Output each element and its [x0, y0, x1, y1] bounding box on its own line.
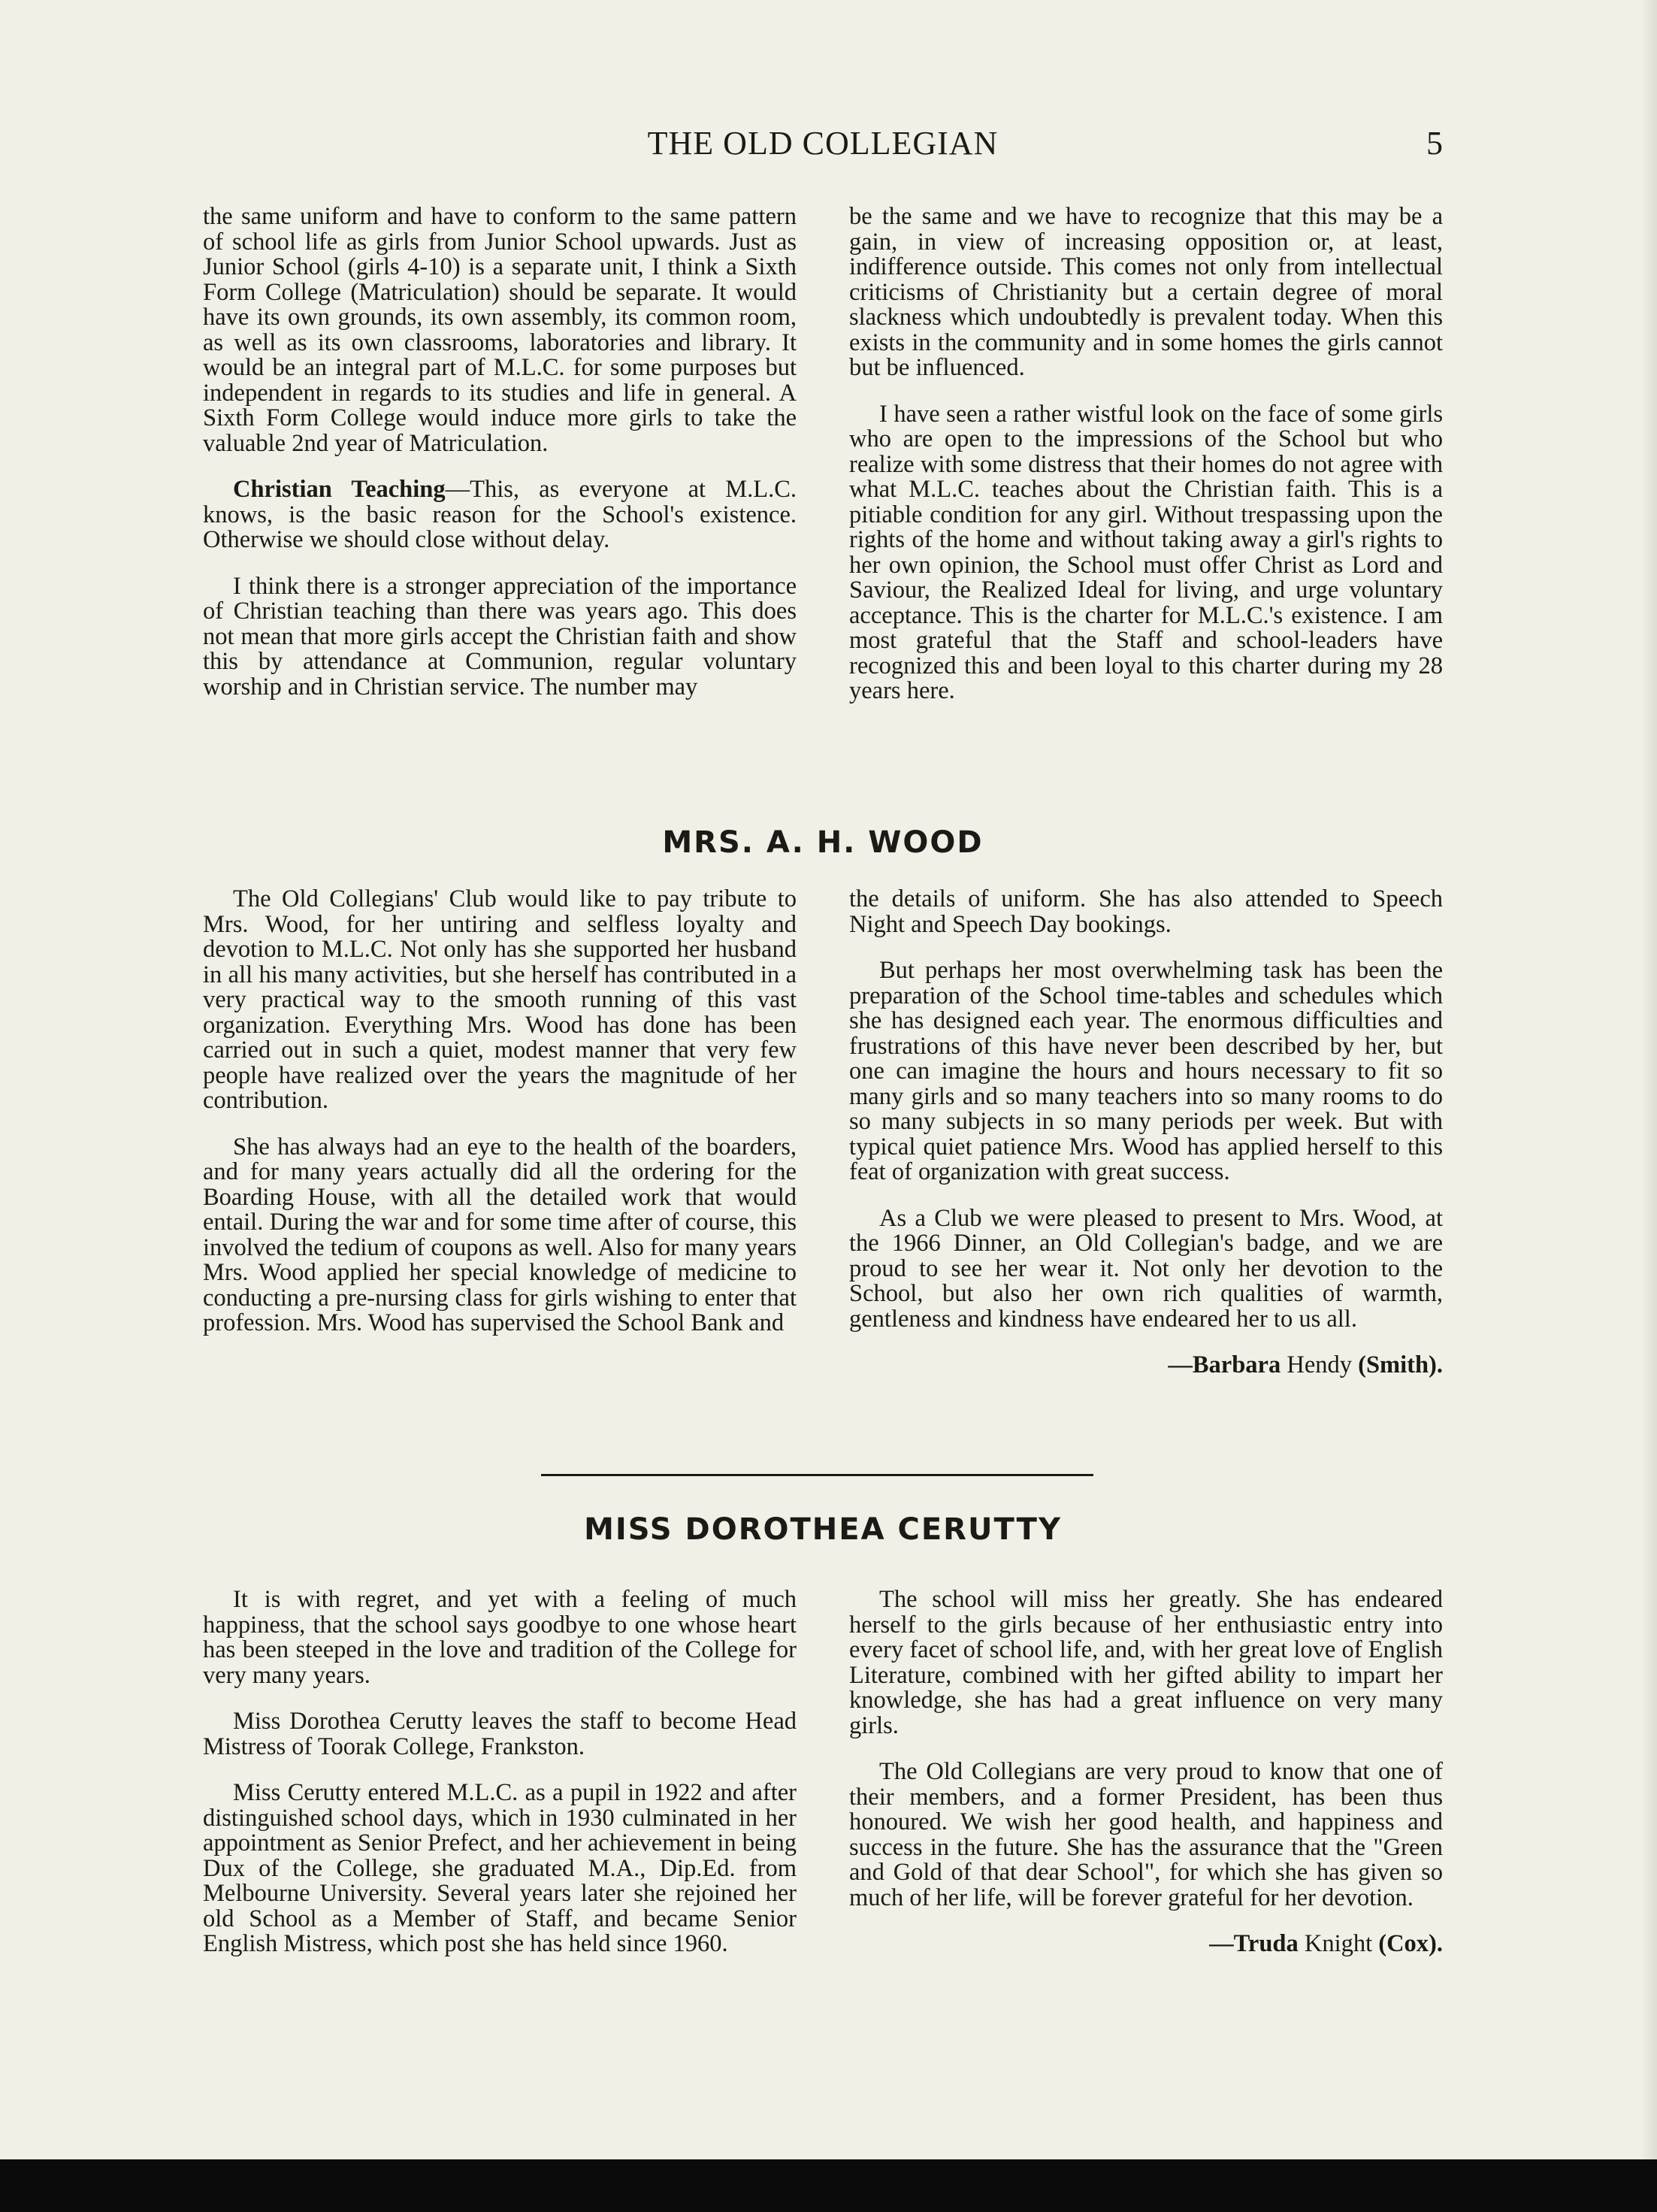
paragraph: Miss Cerutty entered M.L.C. as a pupil in 1922 and after distinguished school days, which in 1930 culminated in her appointment as Senior Prefect, and her achievement in being Dux of the College, she graduated M.A., Dip.Ed. from Melbourne University. Several years later she rejoined her old School as a Member of Staff, and became Senior English Mistress, which post she has held since 1960.: [203, 1779, 797, 1957]
signature-first: —Barbara: [1168, 1351, 1281, 1378]
page-edge-shadow: [1640, 0, 1657, 2159]
paragraph: the details of uniform. She has also attended to Speech Night and Speech Day bookings.: [849, 885, 1443, 938]
wood-left-column: [203, 887, 797, 1400]
signature-first: —Truda: [1209, 1930, 1299, 1957]
section-divider: [541, 1474, 1093, 1476]
page-number: 5: [1426, 125, 1443, 162]
cerutty-left-column: [203, 1587, 797, 1978]
section-heading-cerutty: MISS DOROTHEA CERUTTY: [584, 1512, 1062, 1547]
scan-bottom-edge: [0, 2159, 1657, 2212]
signature-surname: Hendy: [1281, 1351, 1359, 1378]
section-heading-wood: MRS. A. H. WOOD: [662, 825, 984, 860]
paragraph: But perhaps her most overwhelming task has been the preparation of the School time-tables and schedules which she has designed each year. The enormous difficulties and frustrations of this have never been described by her, but one can imagine the hours and hours necessary to fit so many girls and so many teachers into so many rooms to do so many subjects in so many periods per week. But with typical quiet patience Mrs. Wood has applied herself to this feat of organization with great success.: [849, 957, 1443, 1185]
running-header: [203, 124, 1443, 169]
intro-article: [203, 204, 1443, 725]
intro-right-column: [849, 204, 1443, 725]
paragraph: I have seen a rather wistful look on the face of some girls who are open to the impressions of the School but who realize with some distress that their homes do not agree with what M.L.C. teaches about the Christian faith. This is a pitiable condition for any girl. Without trespassing upon the rights of the home and without taking away a girl's rights to her own opinion, the School must offer Christ as Lord and Saviour, the Realized Ideal for living, and urge voluntary acceptance. This is the charter for M.L.C.'s existence. I am most grateful that the Staff and school-leaders have recognized this and been loyal to this charter during my 28 years here.: [849, 400, 1443, 704]
paragraph: Miss Dorothea Cerutty leaves the staff to become Head Mistress of Toorak College, Frankston.: [203, 1708, 797, 1760]
running-title: THE OLD COLLEGIAN: [647, 125, 999, 162]
paragraph: The Old Collegians' Club would like to pay tribute to Mrs. Wood, for her untiring and selfless loyalty and devotion to M.L.C. Not only has she supported her husband in all his many activities, but she herself has contributed in a very practical way to the smooth running of this vast organization. Everything Mrs. Wood has done has been carried out in such a quiet, modest manner that very few people have realized over the years the magnitude of her contribution.: [203, 885, 797, 1114]
paragraph: It is with regret, and yet with a feeling of much happiness, that the school says goodbye to one whose heart has been steeped in the love and tradition of the College for very many years.: [203, 1586, 797, 1689]
paragraph: As a Club we were pleased to present to Mrs. Wood, at the 1966 Dinner, an Old Collegian's badge, and we are proud to see her wear it. Not only her devotion to the School, but also her own rich qualities of warmth, gentleness and kindness have endeared her to us all.: [849, 1204, 1443, 1333]
signature-cerutty: [849, 1932, 1443, 1957]
intro-left-column: [203, 204, 797, 725]
paragraph: be the same and we have to recognize that this may be a gain, in view of increasing opposition or, at least, indifference outside. This comes not only from intellectual criticisms of Christianity but a certain degree of moral slackness which undoubtedly is prevalent today. When this exists in the community and in some homes the girls cannot but be influenced.: [849, 203, 1443, 381]
signature-maiden: (Cox).: [1378, 1930, 1443, 1957]
paragraph: The school will miss her greatly. She has endeared herself to the girls because of her enthusiastic entry into every facet of school life, and, with her great love of English Literature, combined with her gifted ability to impart her knowledge, she has had a great influence on very many girls.: [849, 1586, 1443, 1739]
runin-text: —This, as everyone at M.L.C. knows, is the basic reason for the School's existence. Otherwise we should close without delay.: [203, 476, 797, 553]
cerutty-article: [203, 1587, 1443, 1978]
paragraph: I think there is a stronger appreciation of the importance of Christian teaching than there was years ago. This does not mean that more girls accept the Christian faith and show this by attendance at Communion, regular voluntary worship and in Christian service. The number may: [203, 572, 797, 701]
paragraph: the same uniform and have to conform to the same pattern of school life as girls from Junior School upwards. Just as Junior School (girls 4-10) is a separate unit, I think a Sixth Form College (Matriculation) should be separate. It would have its own grounds, its own assembly, its common room, as well as its own classrooms, laboratories and library. It would be an integral part of M.L.C. for some purposes but independent in regards to its studies and life in general. A Sixth Form College would induce more girls to take the valuable 2nd year of Matriculation.: [203, 203, 797, 457]
runin-heading: Christian Teaching: [233, 476, 446, 503]
paragraph: The Old Collegians are very proud to know that one of their members, and a former President, has been thus honoured. We wish her good health, and happiness and success in the future. She has the assurance that the "Green and Gold of that dear School", for which she has given so much of her life, will be forever grateful for her devotion.: [849, 1758, 1443, 1911]
paragraph: She has always had an eye to the health of the boarders, and for many years actually did all the ordering for the Boarding House, with all the detailed work that would entail. During the war and for some time after of course, this involved the tedium of coupons as well. Also for many years Mrs. Wood applied her special knowledge of medicine to conducting a pre-nursing class for girls wishing to enter that profession. Mrs. Wood has supervised the School Bank and: [203, 1133, 797, 1336]
wood-article: [203, 887, 1443, 1400]
paragraph-christian-teaching: [203, 477, 797, 553]
cerutty-right-column: [849, 1587, 1443, 1978]
signature-surname: Knight: [1298, 1930, 1379, 1957]
signature-wood: [849, 1353, 1443, 1378]
wood-right-column: [849, 887, 1443, 1400]
signature-maiden: (Smith).: [1358, 1351, 1443, 1378]
